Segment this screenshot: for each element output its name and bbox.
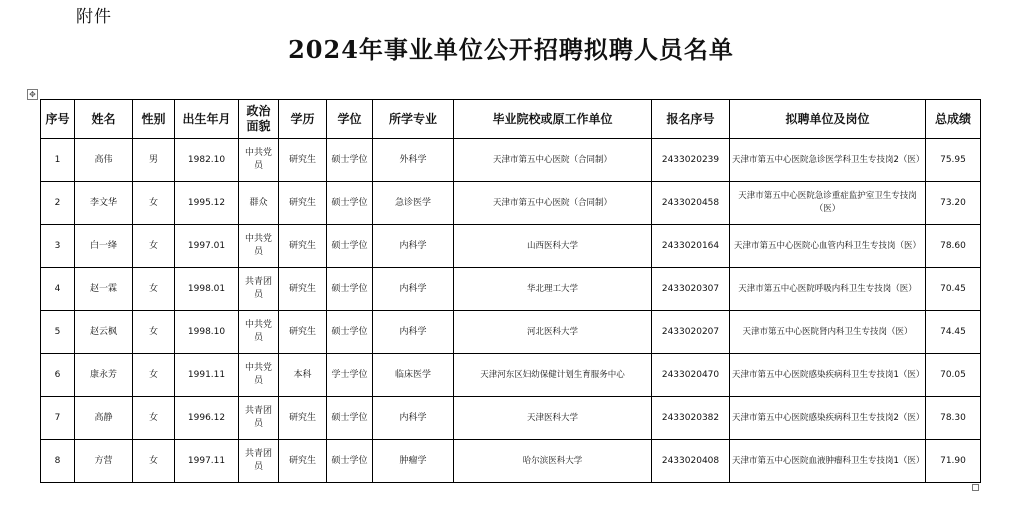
table-row xyxy=(41,397,981,440)
cell-birth: 1991.11 xyxy=(175,354,239,397)
cell-major: 临床医学 xyxy=(373,354,454,397)
cell-gender: 女 xyxy=(133,311,175,354)
table-end-mark-icon xyxy=(972,484,979,491)
cell-school: 华北理工大学 xyxy=(454,268,652,311)
cell-birth: 1982.10 xyxy=(175,139,239,182)
cell-education: 研究生 xyxy=(279,440,327,483)
document-title: 2024年事业单位公开招聘拟聘人员名单 xyxy=(288,35,734,64)
cell-no: 5 xyxy=(41,311,75,354)
cell-reg-no: 2433020458 xyxy=(652,182,730,225)
cell-reg-no: 2433020470 xyxy=(652,354,730,397)
cell-major: 急诊医学 xyxy=(373,182,454,225)
cell-name: 高伟 xyxy=(75,139,133,182)
cell-degree: 硕士学位 xyxy=(327,311,373,354)
cell-education: 研究生 xyxy=(279,182,327,225)
column-header: 报名序号 xyxy=(652,100,730,139)
cell-major: 内科学 xyxy=(373,311,454,354)
cell-score: 78.30 xyxy=(926,397,981,440)
cell-school: 天津医科大学 xyxy=(454,397,652,440)
cell-school: 山西医科大学 xyxy=(454,225,652,268)
cell-score: 70.45 xyxy=(926,268,981,311)
cell-education: 研究生 xyxy=(279,311,327,354)
cell-education: 研究生 xyxy=(279,139,327,182)
cell-education: 研究生 xyxy=(279,225,327,268)
cell-score: 75.95 xyxy=(926,139,981,182)
table-body xyxy=(41,139,981,483)
cell-post: 天津市第五中心医院心血管内科卫生专技岗（医） xyxy=(730,225,926,268)
column-header: 学历 xyxy=(279,100,327,139)
table-row xyxy=(41,268,981,311)
table-header-row xyxy=(41,100,981,139)
column-header: 性别 xyxy=(133,100,175,139)
table-row xyxy=(41,182,981,225)
cell-degree: 硕士学位 xyxy=(327,225,373,268)
table-row xyxy=(41,225,981,268)
cell-major: 肿瘤学 xyxy=(373,440,454,483)
cell-name: 高静 xyxy=(75,397,133,440)
column-header: 出生年月 xyxy=(175,100,239,139)
cell-major: 外科学 xyxy=(373,139,454,182)
hire-list-table xyxy=(40,99,981,483)
cell-major: 内科学 xyxy=(373,225,454,268)
table-row xyxy=(41,139,981,182)
cell-degree: 硕士学位 xyxy=(327,268,373,311)
cell-no: 6 xyxy=(41,354,75,397)
cell-score: 71.90 xyxy=(926,440,981,483)
cell-post: 天津市第五中心医院肾内科卫生专技岗（医） xyxy=(730,311,926,354)
cell-gender: 男 xyxy=(133,139,175,182)
cell-education: 研究生 xyxy=(279,268,327,311)
table-row xyxy=(41,354,981,397)
cell-reg-no: 2433020307 xyxy=(652,268,730,311)
cell-major: 内科学 xyxy=(373,268,454,311)
cell-political: 中共党员 xyxy=(239,139,279,182)
table-row xyxy=(41,440,981,483)
cell-post: 天津市第五中心医院血液肿瘤科卫生专技岗1（医） xyxy=(730,440,926,483)
table-move-handle-icon[interactable]: ✥ xyxy=(27,89,38,100)
cell-reg-no: 2433020382 xyxy=(652,397,730,440)
cell-political: 中共党员 xyxy=(239,311,279,354)
cell-post: 天津市第五中心医院感染疾病科卫生专技岗2（医） xyxy=(730,397,926,440)
cell-name: 方营 xyxy=(75,440,133,483)
cell-name: 白一绛 xyxy=(75,225,133,268)
cell-name: 赵一霖 xyxy=(75,268,133,311)
cell-education: 本科 xyxy=(279,354,327,397)
cell-birth: 1998.01 xyxy=(175,268,239,311)
cell-post: 天津市第五中心医院呼吸内科卫生专技岗（医） xyxy=(730,268,926,311)
cell-name: 李文华 xyxy=(75,182,133,225)
cell-score: 78.60 xyxy=(926,225,981,268)
cell-reg-no: 2433020239 xyxy=(652,139,730,182)
cell-gender: 女 xyxy=(133,354,175,397)
cell-degree: 硕士学位 xyxy=(327,397,373,440)
cell-no: 4 xyxy=(41,268,75,311)
cell-score: 74.45 xyxy=(926,311,981,354)
cell-reg-no: 2433020207 xyxy=(652,311,730,354)
cell-name: 赵云枫 xyxy=(75,311,133,354)
cell-school: 哈尔滨医科大学 xyxy=(454,440,652,483)
annex-label: 附件 xyxy=(76,7,112,27)
cell-degree: 硕士学位 xyxy=(327,182,373,225)
cell-degree: 学士学位 xyxy=(327,354,373,397)
column-header: 序号 xyxy=(41,100,75,139)
cell-political: 共青团员 xyxy=(239,440,279,483)
cell-school: 河北医科大学 xyxy=(454,311,652,354)
cell-post: 天津市第五中心医院感染疾病科卫生专技岗1（医） xyxy=(730,354,926,397)
column-header: 总成绩 xyxy=(926,100,981,139)
cell-political: 群众 xyxy=(239,182,279,225)
cell-birth: 1998.10 xyxy=(175,311,239,354)
cell-political: 中共党员 xyxy=(239,354,279,397)
column-header: 毕业院校或原工作单位 xyxy=(454,100,652,139)
cell-gender: 女 xyxy=(133,440,175,483)
column-header: 学位 xyxy=(327,100,373,139)
column-header: 姓名 xyxy=(75,100,133,139)
cell-score: 73.20 xyxy=(926,182,981,225)
cell-birth: 1996.12 xyxy=(175,397,239,440)
table-row xyxy=(41,311,981,354)
cell-name: 康永芳 xyxy=(75,354,133,397)
cell-post: 天津市第五中心医院急诊医学科卫生专技岗2（医） xyxy=(730,139,926,182)
cell-birth: 1997.01 xyxy=(175,225,239,268)
cell-political: 共青团员 xyxy=(239,397,279,440)
cell-school: 天津市第五中心医院（合同制） xyxy=(454,182,652,225)
cell-political: 中共党员 xyxy=(239,225,279,268)
cell-birth: 1995.12 xyxy=(175,182,239,225)
cell-school: 天津市第五中心医院（合同制） xyxy=(454,139,652,182)
cell-no: 8 xyxy=(41,440,75,483)
cell-reg-no: 2433020164 xyxy=(652,225,730,268)
cell-birth: 1997.11 xyxy=(175,440,239,483)
cell-no: 3 xyxy=(41,225,75,268)
cell-gender: 女 xyxy=(133,225,175,268)
cell-no: 1 xyxy=(41,139,75,182)
cell-post: 天津市第五中心医院急诊重症监护室卫生专技岗（医） xyxy=(730,182,926,225)
cell-political: 共青团员 xyxy=(239,268,279,311)
cell-major: 内科学 xyxy=(373,397,454,440)
cell-school: 天津河东区妇幼保健计划生育服务中心 xyxy=(454,354,652,397)
cell-gender: 女 xyxy=(133,268,175,311)
cell-gender: 女 xyxy=(133,182,175,225)
cell-degree: 硕士学位 xyxy=(327,139,373,182)
cell-gender: 女 xyxy=(133,397,175,440)
cell-reg-no: 2433020408 xyxy=(652,440,730,483)
column-header: 拟聘单位及岗位 xyxy=(730,100,926,139)
cell-education: 研究生 xyxy=(279,397,327,440)
cell-no: 2 xyxy=(41,182,75,225)
cell-score: 70.05 xyxy=(926,354,981,397)
cell-no: 7 xyxy=(41,397,75,440)
cell-degree: 硕士学位 xyxy=(327,440,373,483)
column-header: 所学专业 xyxy=(373,100,454,139)
column-header: 政治面貌 xyxy=(239,100,279,139)
